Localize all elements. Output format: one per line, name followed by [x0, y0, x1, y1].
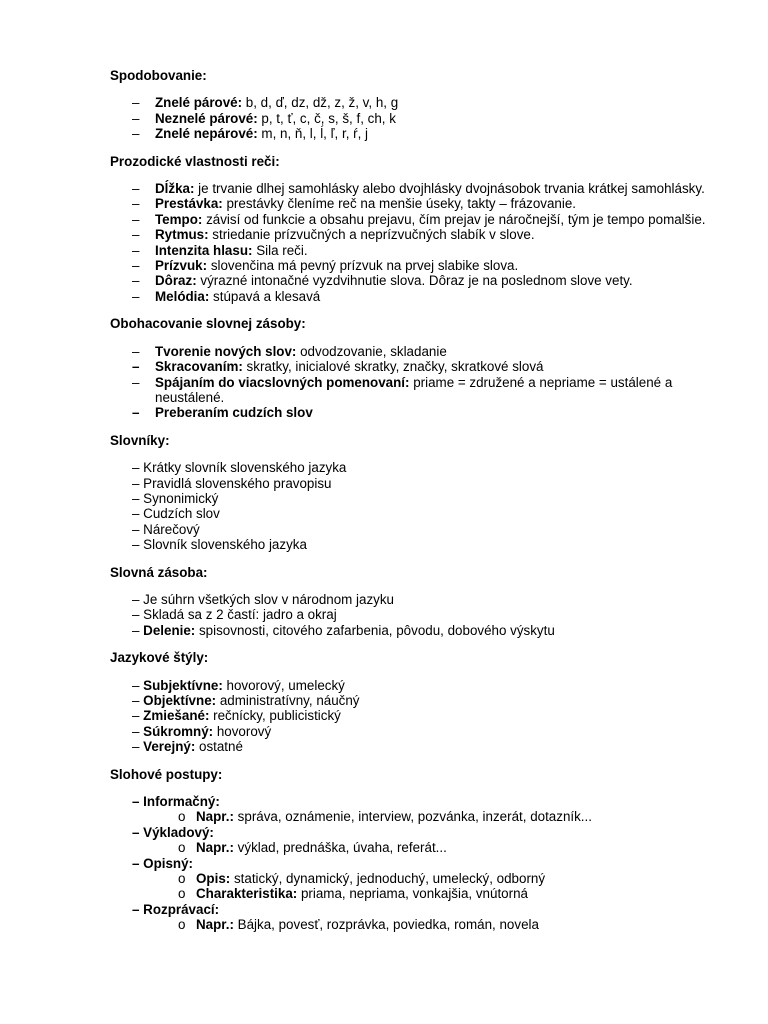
list-item	[110, 607, 710, 622]
item-text: slovenčina má pevný prízvuk na prvej slabike slova.	[207, 258, 519, 274]
list-item	[110, 111, 710, 126]
section-heading: Obohacovanie slovnej zásoby:	[110, 316, 306, 332]
section-prozodicke-vlastnosti	[110, 154, 710, 305]
dash-marker: –	[132, 273, 140, 289]
list-item	[110, 196, 710, 211]
dash-marker: –	[132, 110, 140, 126]
dash-marker: –	[132, 607, 144, 623]
dash-marker: –	[132, 739, 144, 755]
item-text: Je súhrn všetkých slov v národnom jazyku	[143, 591, 394, 607]
item-term: Subjektívne:	[143, 677, 223, 693]
list-item	[110, 227, 710, 242]
item-term: Skracovaním:	[155, 359, 243, 375]
section-heading: Spodobovanie:	[110, 68, 207, 83]
item-text: Bájka, povesť, rozprávka, poviedka, román, novela	[233, 917, 539, 933]
item-text: p, t, ť, c, č, s, š, f, ch, k	[257, 110, 396, 126]
item-text: ostatné	[195, 739, 243, 755]
item-text: priama, nepriama, vonkajšia, vnútorná	[297, 886, 528, 902]
sub-list-item	[110, 917, 710, 932]
list-item	[110, 359, 710, 374]
list-item	[110, 212, 710, 227]
circle-bullet-icon: o	[178, 871, 186, 887]
list-item	[110, 623, 710, 638]
section-heading: Slovná zásoba:	[110, 564, 208, 580]
list-item	[110, 825, 710, 840]
section-heading: Slohové postupy:	[110, 766, 223, 782]
item-term: Intenzita hlasu:	[155, 242, 253, 258]
item-text: výklad, prednáška, úvaha, referát...	[233, 840, 447, 856]
dash-marker: –	[132, 359, 140, 375]
dash-marker: –	[132, 181, 140, 197]
bullet-list	[110, 592, 710, 638]
dash-marker: –	[132, 693, 144, 708]
list-item	[110, 794, 710, 809]
list-item	[110, 592, 710, 607]
sub-list-item	[110, 886, 710, 901]
bullet-list	[110, 181, 710, 304]
dash-marker: –	[132, 723, 144, 739]
list-item	[110, 126, 710, 141]
section-slovniky	[110, 433, 710, 553]
dash-marker: –	[132, 824, 144, 840]
dash-marker: –	[132, 196, 140, 212]
item-term: Súkromný:	[143, 723, 214, 739]
dash-marker: –	[132, 794, 144, 810]
item-term: Charakteristika:	[196, 886, 298, 902]
item-text: stúpavá a klesavá	[209, 288, 321, 304]
list-item	[110, 739, 710, 754]
section-slovna-zasoba	[110, 565, 710, 639]
dash-marker: –	[132, 288, 140, 304]
item-term: Tempo:	[155, 211, 203, 227]
list-item	[110, 405, 710, 420]
bullet-list	[110, 825, 710, 840]
dash-marker: –	[132, 855, 144, 871]
list-item	[110, 95, 710, 110]
group-label: Informačný:	[143, 794, 220, 810]
group-label: Opisný:	[143, 855, 194, 871]
item-term: Prestávka:	[155, 196, 223, 212]
list-item: – Nárečový	[132, 521, 200, 537]
item-term: Objektívne:	[143, 693, 217, 708]
item-text: striedanie prízvučných a neprízvučných slabík v slove.	[208, 227, 535, 243]
circle-bullet-icon: o	[178, 917, 186, 933]
dash-marker: –	[132, 227, 140, 243]
dash-marker: –	[132, 622, 144, 638]
item-text: správa, oznámenie, interview, pozvánka, inzerát, dotazník...	[233, 809, 592, 825]
list-item: – Cudzích slov	[132, 506, 220, 522]
item-term: Opis:	[196, 871, 231, 887]
item-text: priame = združené a nepriame = ustálené a neustálené.	[155, 374, 673, 405]
dash-marker: –	[132, 591, 144, 607]
item-term: Dĺžka:	[155, 181, 195, 197]
item-term: Preberaním cudzích slov	[155, 405, 313, 421]
list-item: – Slovník slovenského jazyka	[132, 537, 307, 553]
item-term: Znelé párové:	[155, 95, 243, 111]
item-term: Znelé nepárové:	[155, 126, 258, 142]
sub-list	[110, 917, 710, 932]
list-item	[110, 243, 710, 258]
dash-marker: –	[132, 95, 140, 111]
item-text: hovorový, umelecký	[222, 677, 345, 693]
sub-list	[110, 809, 710, 824]
bullet-list	[110, 794, 710, 809]
item-term: Delenie:	[143, 622, 196, 638]
sub-list-item	[110, 809, 710, 824]
list-item	[110, 258, 710, 273]
list-item: – Synonimický	[132, 490, 219, 506]
item-term: Melódia:	[155, 288, 210, 304]
item-text: skratky, inicialové skratky, značky, skratkové slová	[242, 359, 544, 375]
dash-marker: –	[132, 126, 140, 142]
section-heading: Slovníky:	[110, 432, 170, 448]
sub-list-item	[110, 871, 710, 886]
item-term: Prízvuk:	[155, 258, 208, 274]
sub-list-item	[110, 840, 710, 855]
bullet-list	[110, 678, 710, 755]
bullet-list	[110, 95, 710, 141]
list-item	[110, 902, 710, 917]
circle-bullet-icon: o	[178, 809, 186, 825]
list-item	[110, 724, 710, 739]
dash-marker: –	[132, 374, 140, 390]
list-item	[110, 181, 710, 196]
circle-bullet-icon: o	[178, 840, 186, 856]
section-spodobovanie	[110, 68, 710, 142]
item-term: Napr.:	[196, 917, 234, 933]
item-text: hovorový	[213, 723, 272, 739]
section-jazykove-styly	[110, 650, 710, 754]
item-text: prestávky členíme reč na menšie úseky, takty – frázovanie.	[222, 196, 577, 212]
list-item	[110, 273, 710, 288]
list-item	[110, 289, 710, 304]
item-text: Skladá sa z 2 častí: jadro a okraj	[143, 607, 337, 623]
dash-marker: –	[132, 242, 140, 258]
item-term: Dôraz:	[155, 273, 197, 289]
item-term: Zmiešané:	[143, 708, 210, 724]
list-item: – Krátky slovník slovenského jazyka	[132, 460, 347, 476]
item-text: Sila reči.	[252, 242, 308, 258]
item-text: statický, dynamický, jednoduchý, umelecký, odborný	[230, 871, 546, 887]
list-item	[110, 344, 710, 359]
item-text: výrazné intonačné vyzdvihnutie slova. Dôraz je na poslednom slove vety.	[196, 273, 633, 289]
sub-list	[110, 871, 710, 902]
group-label: Výkladový:	[143, 824, 214, 840]
dash-marker: –	[132, 677, 144, 693]
item-term: Verejný:	[143, 739, 196, 755]
list-item	[110, 708, 710, 723]
item-text: rečnícky, publicistický	[209, 708, 341, 724]
document-content	[110, 68, 710, 945]
item-text: administratívny, náučný	[216, 693, 360, 708]
list-item	[110, 678, 710, 693]
item-term: Spájaním do viacslovných pomenovaní:	[155, 374, 410, 390]
sub-list	[110, 840, 710, 855]
item-term: Tvorenie nových slov:	[155, 343, 297, 359]
dash-marker: –	[132, 343, 140, 359]
dash-marker: –	[132, 708, 144, 724]
section-slohove-postupy	[110, 767, 710, 933]
list-item: – Pravidlá slovenského pravopisu	[132, 475, 332, 491]
list-item	[110, 693, 710, 708]
bullet-list	[110, 344, 710, 421]
section-heading: Prozodické vlastnosti reči:	[110, 153, 280, 169]
section-heading: Jazykové štýly:	[110, 650, 209, 666]
item-text: je trvanie dlhej samohlásky alebo dvojhlásky dvojnásobok trvania krátkej samohlásky.	[194, 181, 705, 197]
item-term: Napr.:	[196, 809, 234, 825]
dash-marker: –	[132, 258, 140, 274]
bullet-list	[110, 460, 710, 552]
dash-marker: –	[132, 405, 140, 421]
item-term: Rytmus:	[155, 227, 209, 243]
bullet-list	[110, 902, 710, 917]
list-item	[110, 375, 710, 406]
group-label: Rozprávací:	[143, 901, 220, 917]
dash-marker: –	[132, 211, 140, 227]
bullet-list	[110, 856, 710, 871]
item-text: závisí od funkcie a obsahu prejavu, čím prejav je náročnejší, tým je tempo pomalšie.	[202, 211, 706, 227]
circle-bullet-icon: o	[178, 886, 186, 902]
item-text: spisovnosti, citového zafarbenia, pôvodu, dobového výskytu	[195, 622, 555, 638]
item-term: Napr.:	[196, 840, 234, 856]
list-item	[110, 856, 710, 871]
item-text: odvodzovanie, skladanie	[296, 343, 447, 359]
item-text: b, d, ď, dz, dž, z, ž, v, h, g	[242, 95, 399, 111]
item-text: m, n, ň, l, ĺ, ľ, r, ŕ, j	[257, 126, 369, 142]
section-obohacovanie	[110, 316, 710, 420]
dash-marker: –	[132, 901, 144, 917]
item-term: Neznelé párové:	[155, 110, 258, 126]
